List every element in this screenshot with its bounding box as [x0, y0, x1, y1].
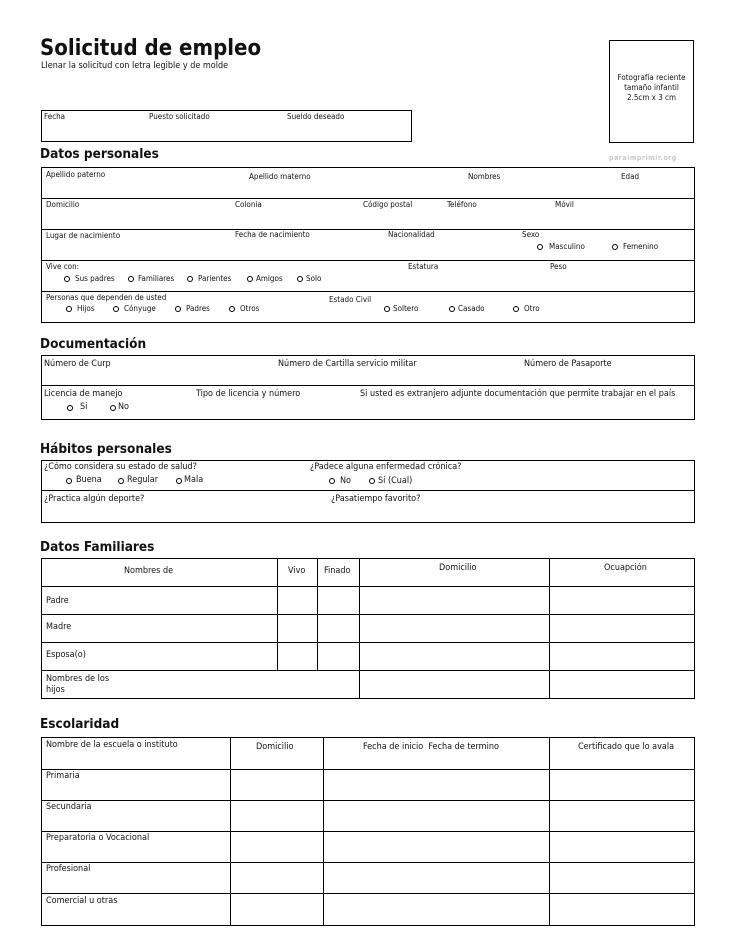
- option-licencia-si: Si: [80, 402, 88, 412]
- radio-femenino[interactable]: [612, 244, 618, 250]
- header-domicilio: Domicilio: [439, 563, 477, 573]
- divider: [42, 385, 694, 386]
- radio-soltero[interactable]: [384, 306, 390, 312]
- row-profesional: Profesional: [46, 864, 91, 874]
- radio-padres[interactable]: [175, 306, 181, 312]
- col-divider: [323, 738, 324, 925]
- option-mala: Mala: [184, 475, 204, 485]
- radio-otro[interactable]: [513, 306, 519, 312]
- option-regular: Regular: [127, 475, 159, 485]
- label-edad: Edad: [621, 172, 640, 181]
- section-title-familiares: Datos Familiares: [40, 539, 155, 555]
- personal-box[interactable]: [41, 167, 695, 323]
- option-hijos: Hijos: [77, 304, 95, 313]
- header-vivo: Vivo: [288, 566, 306, 576]
- section-title-habitos: Hábitos personales: [40, 441, 172, 457]
- option-parientes: Parientes: [198, 274, 232, 283]
- radio-parientes[interactable]: [187, 276, 193, 282]
- radio-mala[interactable]: [176, 478, 182, 484]
- page-subtitle: Llenar la solicitud con letra legible y de molde: [41, 61, 229, 71]
- header-escuela: Nombre de la escuela o instituto: [46, 740, 178, 750]
- photo-box[interactable]: [609, 40, 694, 143]
- row-preparatoria: Preparatoria o Vocacional: [46, 833, 150, 843]
- radio-hijos[interactable]: [66, 306, 72, 312]
- header-ocupacion: Ocuapción: [604, 563, 647, 573]
- label-lugar-nacimiento: Lugar de nacimiento: [46, 231, 121, 240]
- option-buena: Buena: [76, 475, 102, 485]
- label-peso: Peso: [550, 262, 567, 271]
- escolaridad-table[interactable]: [41, 737, 695, 926]
- radio-licencia-si[interactable]: [67, 405, 73, 411]
- section-title-documentacion: Documentación: [40, 336, 147, 352]
- photo-line-2: tamaño infantil: [624, 83, 679, 92]
- documentacion-box[interactable]: [41, 355, 695, 420]
- row-divider: [42, 800, 694, 801]
- radio-buena[interactable]: [66, 478, 72, 484]
- label-dependientes: Personas que dependen de usted: [46, 293, 167, 302]
- label-estatura: Estatura: [408, 262, 439, 271]
- label-curp: Número de Curp: [44, 359, 111, 369]
- radio-licencia-no[interactable]: [110, 405, 116, 411]
- divider: [42, 229, 694, 230]
- label-codigo-postal: Código postal: [363, 200, 413, 209]
- label-sexo: Sexo: [522, 230, 540, 239]
- label-domicilio: Domicilio: [46, 200, 80, 209]
- row-divider: [42, 586, 694, 587]
- col-divider: [359, 559, 360, 698]
- option-licencia-no: No: [118, 402, 130, 412]
- option-conyuge: Cónyuge: [124, 304, 156, 313]
- row-divider: [42, 831, 694, 832]
- col-divider: [549, 738, 550, 925]
- row-divider: [42, 893, 694, 894]
- col-divider: [317, 559, 318, 670]
- label-estado-civil: Estado Civil: [329, 295, 372, 304]
- radio-sus-padres[interactable]: [64, 276, 70, 282]
- option-cronica-si: Sí (Cual): [378, 476, 413, 486]
- row-primaria: Primaria: [46, 771, 80, 781]
- option-femenino: Femenino: [623, 242, 659, 251]
- header-certificado: Certificado que lo avala: [578, 742, 675, 752]
- photo-line-3: 2.5cm x 3 cm: [626, 93, 677, 102]
- row-divider: [42, 862, 694, 863]
- label-colonia: Colonia: [235, 200, 262, 209]
- option-soltero: Soltero: [393, 304, 419, 313]
- option-solo: Solo: [306, 274, 322, 283]
- habitos-box[interactable]: [41, 460, 695, 523]
- option-otro: Otro: [524, 304, 540, 313]
- label-tipo-licencia: Tipo de licencia y número: [196, 389, 301, 399]
- radio-amigos[interactable]: [247, 276, 253, 282]
- label-pasaporte: Número de Pasaporte: [524, 359, 612, 369]
- header-fields-box[interactable]: [41, 110, 412, 142]
- label-nacionalidad: Nacionalidad: [388, 230, 435, 239]
- photo-box-text: [610, 73, 693, 103]
- col-divider: [230, 738, 231, 925]
- radio-casado[interactable]: [449, 306, 455, 312]
- familiares-table[interactable]: [41, 558, 695, 699]
- divider: [42, 490, 694, 491]
- row-secundaria: Secundaria: [46, 802, 92, 812]
- col-divider: [277, 559, 278, 670]
- label-movil: Móvil: [555, 200, 574, 209]
- field-fecha-label: Fecha: [44, 112, 66, 121]
- row-divider: [42, 769, 694, 770]
- radio-cronica-no[interactable]: [329, 478, 335, 484]
- label-cronica: ¿Padece alguna enfermedad crónica?: [310, 462, 462, 472]
- row-divider: [42, 670, 694, 671]
- section-title-escolaridad: Escolaridad: [40, 716, 120, 732]
- option-otros: Otros: [240, 304, 260, 313]
- label-telefono: Teléfono: [447, 200, 477, 209]
- row-esposa: Esposa(o): [46, 650, 86, 660]
- option-padres: Padres: [186, 304, 210, 313]
- header-nombres: Nombres de: [124, 566, 174, 576]
- page-title: Solicitud de empleo: [40, 36, 262, 61]
- row-padre: Padre: [46, 596, 69, 606]
- label-fecha-nacimiento: Fecha de nacimiento: [235, 230, 310, 239]
- label-cartilla: Número de Cartilla servicio militar: [278, 359, 417, 369]
- photo-line-1: Fotografía reciente: [617, 73, 686, 82]
- divider: [42, 260, 694, 261]
- radio-regular[interactable]: [118, 478, 124, 484]
- option-casado: Casado: [458, 304, 485, 313]
- label-deporte: ¿Practica algún deporte?: [44, 494, 145, 504]
- option-amigos: Amigos: [256, 274, 283, 283]
- header-finado: Finado: [324, 566, 351, 576]
- label-licencia: Licencia de manejo: [44, 389, 123, 399]
- radio-solo[interactable]: [297, 276, 303, 282]
- label-nombres: Nombres: [468, 172, 501, 181]
- row-madre: Madre: [46, 622, 72, 632]
- label-pasatiempo: ¿Pasatiempo favorito?: [331, 494, 421, 504]
- radio-otros[interactable]: [229, 306, 235, 312]
- row-divider: [42, 614, 694, 615]
- option-sus-padres: Sus padres: [75, 274, 115, 283]
- label-salud: ¿Cómo considera su estado de salud?: [44, 462, 197, 472]
- field-puesto-label: Puesto solicitado: [149, 112, 210, 121]
- radio-masculino[interactable]: [537, 244, 543, 250]
- divider: [42, 291, 694, 292]
- section-title-personal: Datos personales: [40, 146, 159, 162]
- option-familiares: Familiares: [138, 274, 175, 283]
- label-apellido-materno: Apellido materno: [249, 172, 311, 181]
- row-divider: [42, 642, 694, 643]
- radio-conyuge[interactable]: [113, 306, 119, 312]
- field-sueldo-label: Sueldo deseado: [287, 112, 345, 121]
- option-masculino: Masculino: [549, 242, 585, 251]
- header-domicilio: Domicilio: [256, 742, 294, 752]
- label-apellido-paterno: Apellido paterno: [46, 170, 106, 179]
- row-hijos: Nombres de los hijos: [46, 674, 110, 695]
- row-comercial: Comercial u otras: [46, 896, 118, 906]
- label-vive-con: Vive con:: [46, 262, 80, 271]
- col-divider: [549, 559, 550, 698]
- radio-cronica-si[interactable]: [369, 478, 375, 484]
- header-fechas: Fecha de inicio Fecha de termino: [363, 742, 499, 752]
- label-extranjero: Si usted es extranjero adjunte documentación que permite trabajar en el país: [360, 389, 676, 399]
- option-cronica-no: No: [340, 476, 352, 486]
- divider: [42, 198, 694, 199]
- watermark: paraimprimir.org: [609, 154, 677, 162]
- radio-familiares[interactable]: [128, 276, 134, 282]
